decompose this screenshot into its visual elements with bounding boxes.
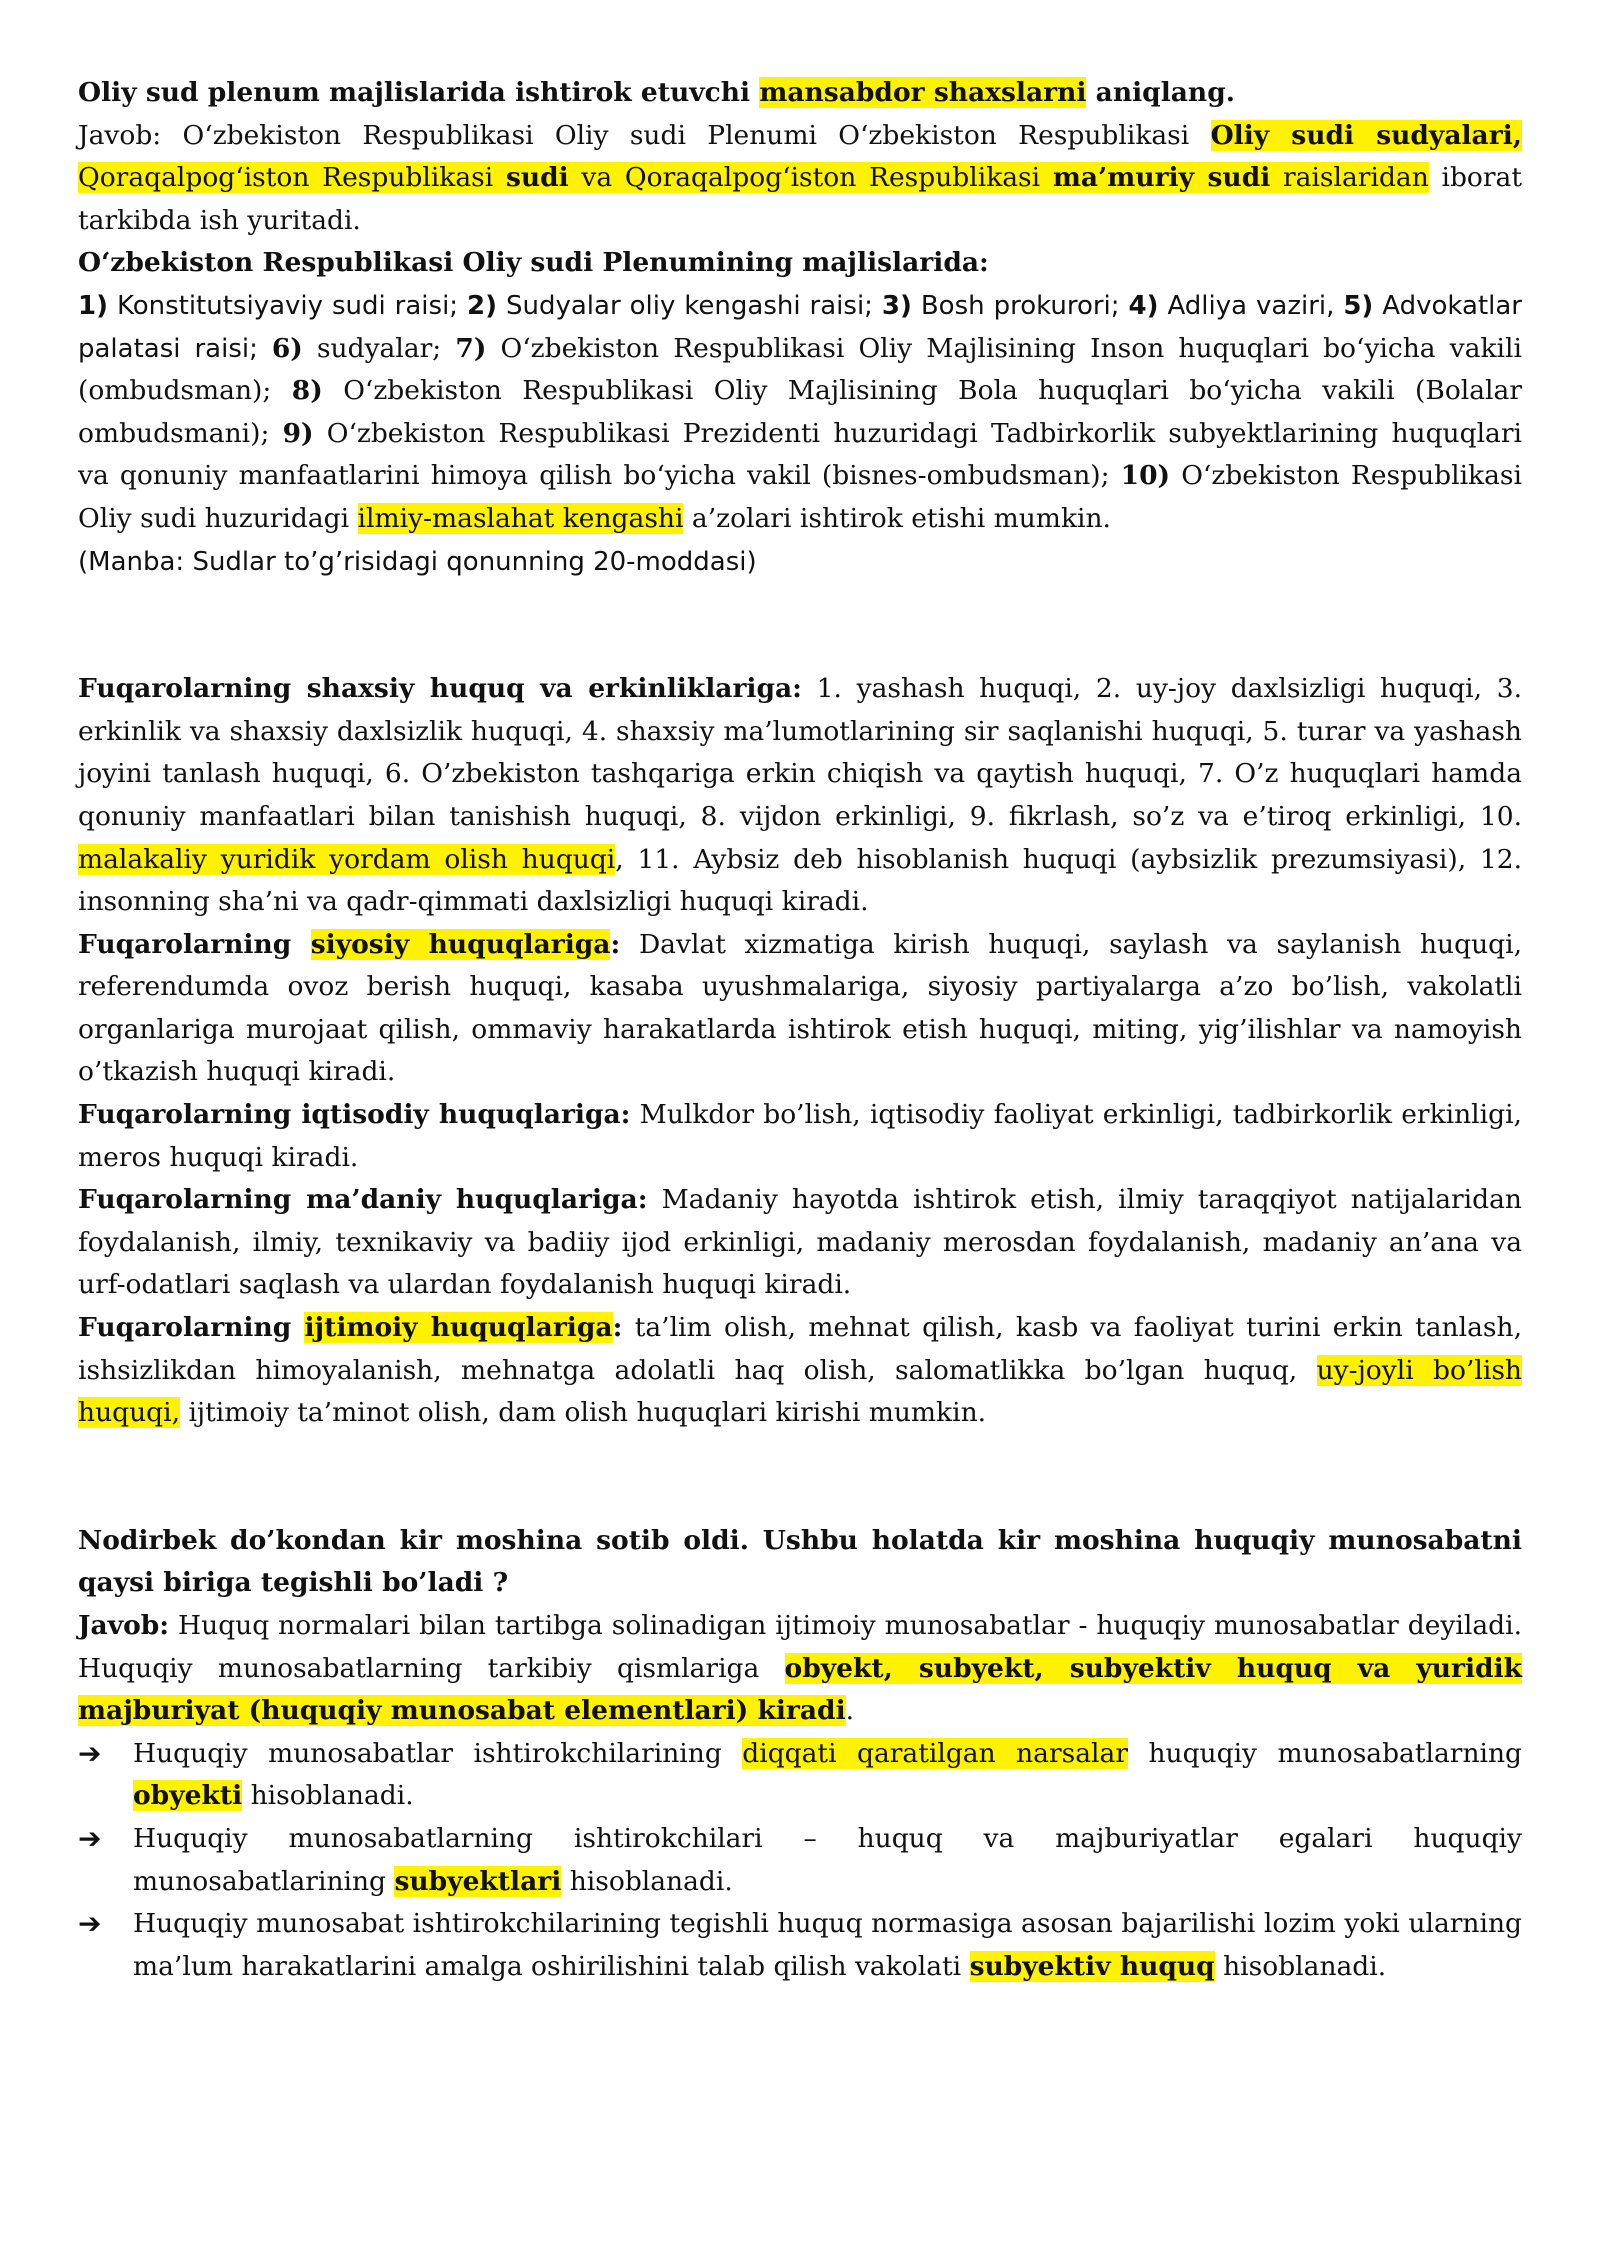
member-text: O‘zbekiston Respublikasi Oliy Majlisining Bola huquqlari bo‘yicha vakili (Bolalar ombudsmani); <box>78 375 1522 449</box>
source-note: (Manba: Sudlar to’g’risidagi qonunning 20-moddasi) <box>78 546 757 577</box>
member-text: Konstitutsiyaviy sudi raisi; <box>107 290 468 321</box>
member-num: 10) <box>1120 460 1171 492</box>
highlight-subyektiv-huquq: subyektiv huquq <box>969 1950 1215 1982</box>
spacer <box>78 1435 1522 1520</box>
question-text <box>78 77 1235 108</box>
list-item: ➔ Huquqiy munosabat ishtirokchilarining tegishli huquq normasiga asosan bajarilishi lozim yoki ularning ma’lum harakatlarini amalga oshirilishini talab qilish vakolati subyektiv huquq hisoblanadi. <box>78 1903 1522 1988</box>
question-pre: Oliy sud plenum majlislarida ishtirok etuvchi <box>78 77 760 108</box>
answer-text: Javob: O‘zbekiston Respublikasi Oliy sudi Plenumi O‘zbekiston Respublikasi <box>78 119 1211 151</box>
member-text: O‘zbekiston Respublikasi Oliy sudi huzuridagi <box>78 460 1522 534</box>
member-num: 6) <box>271 332 303 364</box>
answer-label: Javob: <box>78 1610 170 1641</box>
member-num: 9) <box>282 417 314 449</box>
member-text: Adliya vaziri, <box>1158 290 1344 321</box>
answer-hl-4: va Qoraqalpog‘iston Respublikasi <box>568 162 1053 194</box>
member-text: sudyalar; <box>302 332 456 364</box>
political-rights-label: Fuqarolarning siyosiy huquqlariga: <box>78 928 621 960</box>
cultural-rights-label: Fuqarolarning ma’daniy huquqlariga: <box>78 1184 648 1216</box>
highlight-mansabdor: mansabdor shaxslarni <box>759 77 1087 108</box>
highlight-ijtimoiy: ijtimoiy huquqlariga <box>304 1312 613 1344</box>
plenum-heading: O‘zbekiston Respublikasi Oliy sudi Plenumining majlislarida: <box>78 247 989 279</box>
highlight-subyektlari: subyektlari <box>394 1865 562 1897</box>
member-num: 5) <box>1343 290 1374 321</box>
member-num: 3) <box>881 290 912 321</box>
cultural-rights-paragraph: Fuqarolarning ma’daniy huquqlariga: Madaniy hayotda ishtirok etish, ilmiy taraqqiyot natijalaridan foydalanish, ilmiy, texnikaviy va badiiy ijod erkinligi, madaniy merosdan foydalanish, madaniy an’ana va urf-odatlari saqlash va ulardan foydalanish huquqi kiradi. <box>78 1184 1522 1301</box>
social-rights-paragraph: Fuqarolarning ijtimoiy huquqlariga: ta’lim olish, mehnat qilish, kasb va faoliyat turini erkin tanlash, ishsizlikdan himoyalanish, mehnatga adolatli haq olish, salomatlikka bo’lgan huquq, uy-joyli bo’lish huquqi, ijtimoiy ta’minot olish, dam olish huquqlari kirishi mumkin. <box>78 1312 1522 1429</box>
arrow-right-icon: ➔ <box>78 1907 102 1941</box>
members-paragraph <box>78 285 1522 541</box>
spacer <box>78 583 1522 668</box>
list-item: ➔ Huquqiy munosabatlarning ishtirokchilari – huquq va majburiyatlar egalari huquqiy munosabatlarining subyektlari hisoblanadi. <box>78 1818 1522 1903</box>
question-post: aniqlang. <box>1086 77 1235 108</box>
social-rights-label: Fuqarolarning ijtimoiy huquqlariga: <box>78 1312 623 1344</box>
question-paragraph <box>78 72 1522 115</box>
economic-rights-paragraph: Fuqarolarning iqtisodiy huquqlariga: Mulkdor bo’lish, iqtisodiy faoliyat erkinligi, tadbirkorlik erkinligi, meros huquqi kiradi. <box>78 1099 1522 1173</box>
highlight-ilmiy-maslahat: ilmiy-maslahat kengashi <box>357 502 684 534</box>
arrow-right-icon: ➔ <box>78 1821 102 1855</box>
answer-hl-2: Qoraqalpog‘iston Respublikasi <box>78 162 506 194</box>
answer-hl-6: raislaridan <box>1270 162 1429 194</box>
answer-paragraph <box>78 115 1522 243</box>
member-text: Bosh prokurori; <box>911 290 1129 321</box>
member-text: Advokatlar palatasi raisi; <box>78 290 1522 364</box>
personal-rights-label: Fuqarolarning shaxsiy huquq va erkinliklariga: <box>78 673 802 705</box>
member-num: 2) <box>467 290 498 321</box>
answer-bold-5: ma’muriy sudi <box>1052 162 1271 194</box>
answer-bold-1: Oliy sudi sudyalari, <box>1210 119 1522 151</box>
highlight-siyosiy: siyosiy huquqlariga <box>310 928 611 960</box>
list-item: ➔ Huquqiy munosabatlar ishtirokchilarining diqqati qaratilgan narsalar huquqiy munosabatlarning obyekti hisoblanadi. <box>78 1733 1522 1818</box>
member-text: Sudyalar oliy kengashi raisi; <box>497 290 882 321</box>
member-text-end: a’zolari ishtirok etishi mumkin. <box>683 502 1111 534</box>
member-num: 1) <box>78 290 108 321</box>
highlight-obyekti: obyekti <box>133 1780 243 1812</box>
economic-rights-label: Fuqarolarning iqtisodiy huquqlariga: <box>78 1099 631 1131</box>
personal-rights-paragraph: Fuqarolarning shaxsiy huquq va erkinliklariga: 1. yashash huquqi, 2. uy-joy daxlsizligi huquqi, 3. erkinlik va shaxsiy daxlsizlik huquqi, 4. shaxsiy ma’lumotlarining sir saqlanishi huquqi, 5. turar va yashash joyini tanlash huquqi, 6. O’zbekiston tashqariga erkin chiqish va qaytish huquqi, 7. O’z huquqlari hamda qonuniy manfaatlari bilan tanishish huquqi, 8. vijdon erkinligi, 9. fikrlash, so’z va e’tiroq erkinligi, 10. malakaliy yuridik yordam olish huquqi, 11. Aybsiz deb hisoblanish huquqi (aybsizlik prezumsiyasi), 12. insonning sha’ni va qadr-qimmati daxlsizligi huquqi kiradi. <box>78 673 1522 918</box>
highlight-diqqati: diqqati qaratilgan narsalar <box>742 1737 1128 1769</box>
highlight-uy-joyli: uy-joyli bo’lish huquqi, <box>78 1354 1522 1429</box>
highlight-elements: obyekt, subyekt, subyektiv huquq va yuridik majburiyat (huquqiy munosabat elementlari) kiradi <box>78 1652 1522 1727</box>
bullet-list <box>78 1733 1522 1989</box>
question-2: Nodirbek do’kondan kir moshina sotib oldi. Ushbu holatda kir moshina huquqiy munosabatni qaysi biriga tegishli bo’ladi ? <box>78 1524 1522 1599</box>
member-num: 7) <box>455 332 487 364</box>
member-text: O‘zbekiston Respublikasi Prezidenti huzuridagi Tadbirkorlik subyektlarining huquqlari va qonuniy manfaatlarini himoya qilish bo‘yicha vakil (bisnes-ombudsman); <box>78 417 1522 492</box>
answer-bold-3: sudi <box>505 162 569 194</box>
political-rights-paragraph: Fuqarolarning siyosiy huquqlariga: Davlat xizmatiga kirish huquqi, saylash va saylanish huquqi, referendumda ovoz berish huquqi, kasaba uyushmalariga, siyosiy partiyalarga a’zo bo’lish, vakolatli organlariga murojaat qilish, ommaviy harakatlarda ishtirok etish huquqi, miting, yig’ilishlar va namoyish o’tkazish huquqi kiradi. <box>78 928 1523 1088</box>
arrow-right-icon: ➔ <box>78 1736 102 1770</box>
answer-2-paragraph: Javob: Huquq normalari bilan tartibga solinadigan ijtimoiy munosabatlar - huquqiy munosabatlar deyiladi. Huquqiy munosabatlarning tarkibiy qismlariga obyekt, subyekt, subyektiv huquq va yuridik majburiyat (huquqiy munosabat elementlari) kiradi. <box>78 1610 1522 1727</box>
member-num: 4) <box>1128 290 1159 321</box>
member-num: 8) <box>291 375 323 407</box>
highlight-yuridik-yordam: malakaliy yuridik yordam olish huquqi <box>78 843 616 875</box>
answer-text-end: iborat tarkibda ish yuritadi. <box>78 162 1522 236</box>
member-text: O‘zbekiston Respublikasi Oliy Majlisining Inson huquqlari bo‘yicha vakili (ombudsman); <box>78 332 1522 407</box>
